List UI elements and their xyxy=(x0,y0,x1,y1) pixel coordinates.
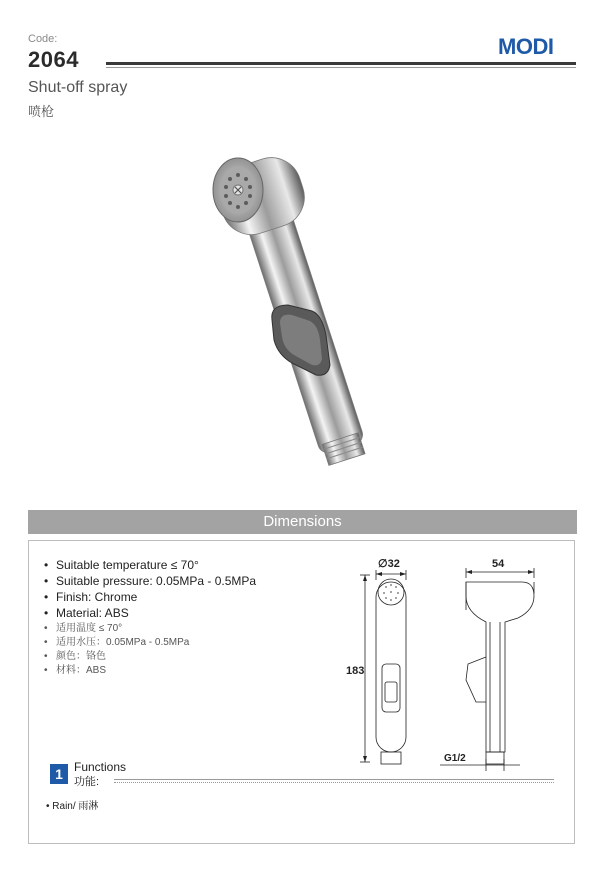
bullet-icon: • xyxy=(46,801,50,812)
functions-divider-dotted xyxy=(114,782,554,783)
functions-badge: 1 xyxy=(50,764,68,784)
spec-temperature: • Suitable temperature ≤ 70° xyxy=(44,557,256,573)
spec-pressure-cn: • 适用水压：0.05MPa - 0.5MPa xyxy=(44,636,189,650)
spec-temperature-cn: • 适用温度 ≤ 70° xyxy=(44,622,189,636)
spec-finish-cn: • 颜色：铬色 xyxy=(44,650,189,664)
header-divider xyxy=(106,62,576,65)
spec-material: • Material: ABS xyxy=(44,605,256,621)
product-code: 2064 xyxy=(28,47,79,72)
product-title-cn: 喷枪 xyxy=(28,104,55,119)
brand-logo: MODI xyxy=(498,34,554,59)
function-item-label: Rain/ 雨淋 xyxy=(52,801,99,812)
functions-label-en: Functions xyxy=(74,760,127,774)
dimensions-heading: Dimensions xyxy=(28,510,577,534)
height-label: 183 xyxy=(346,665,365,677)
function-item xyxy=(46,797,98,812)
spec-pressure: • Suitable pressure: 0.05MPa - 0.5MPa xyxy=(44,573,256,589)
functions-divider xyxy=(114,779,554,780)
thread-label: G1/2 xyxy=(444,753,466,764)
header-divider-thin xyxy=(106,67,576,68)
functions-label-cn: 功能: xyxy=(74,776,100,788)
width-label: 54 xyxy=(492,558,505,570)
dimension-drawing xyxy=(340,552,550,772)
product-title-en: Shut-off spray xyxy=(28,79,128,96)
spec-material-cn: • 材料：ABS xyxy=(44,664,189,678)
code-label: Code: xyxy=(28,33,58,45)
diameter-label: ∅32 xyxy=(378,558,400,570)
product-photo xyxy=(180,145,420,480)
spec-list-en xyxy=(44,557,256,621)
spec-list-cn xyxy=(44,622,189,678)
spec-finish: • Finish: Chrome xyxy=(44,589,256,605)
